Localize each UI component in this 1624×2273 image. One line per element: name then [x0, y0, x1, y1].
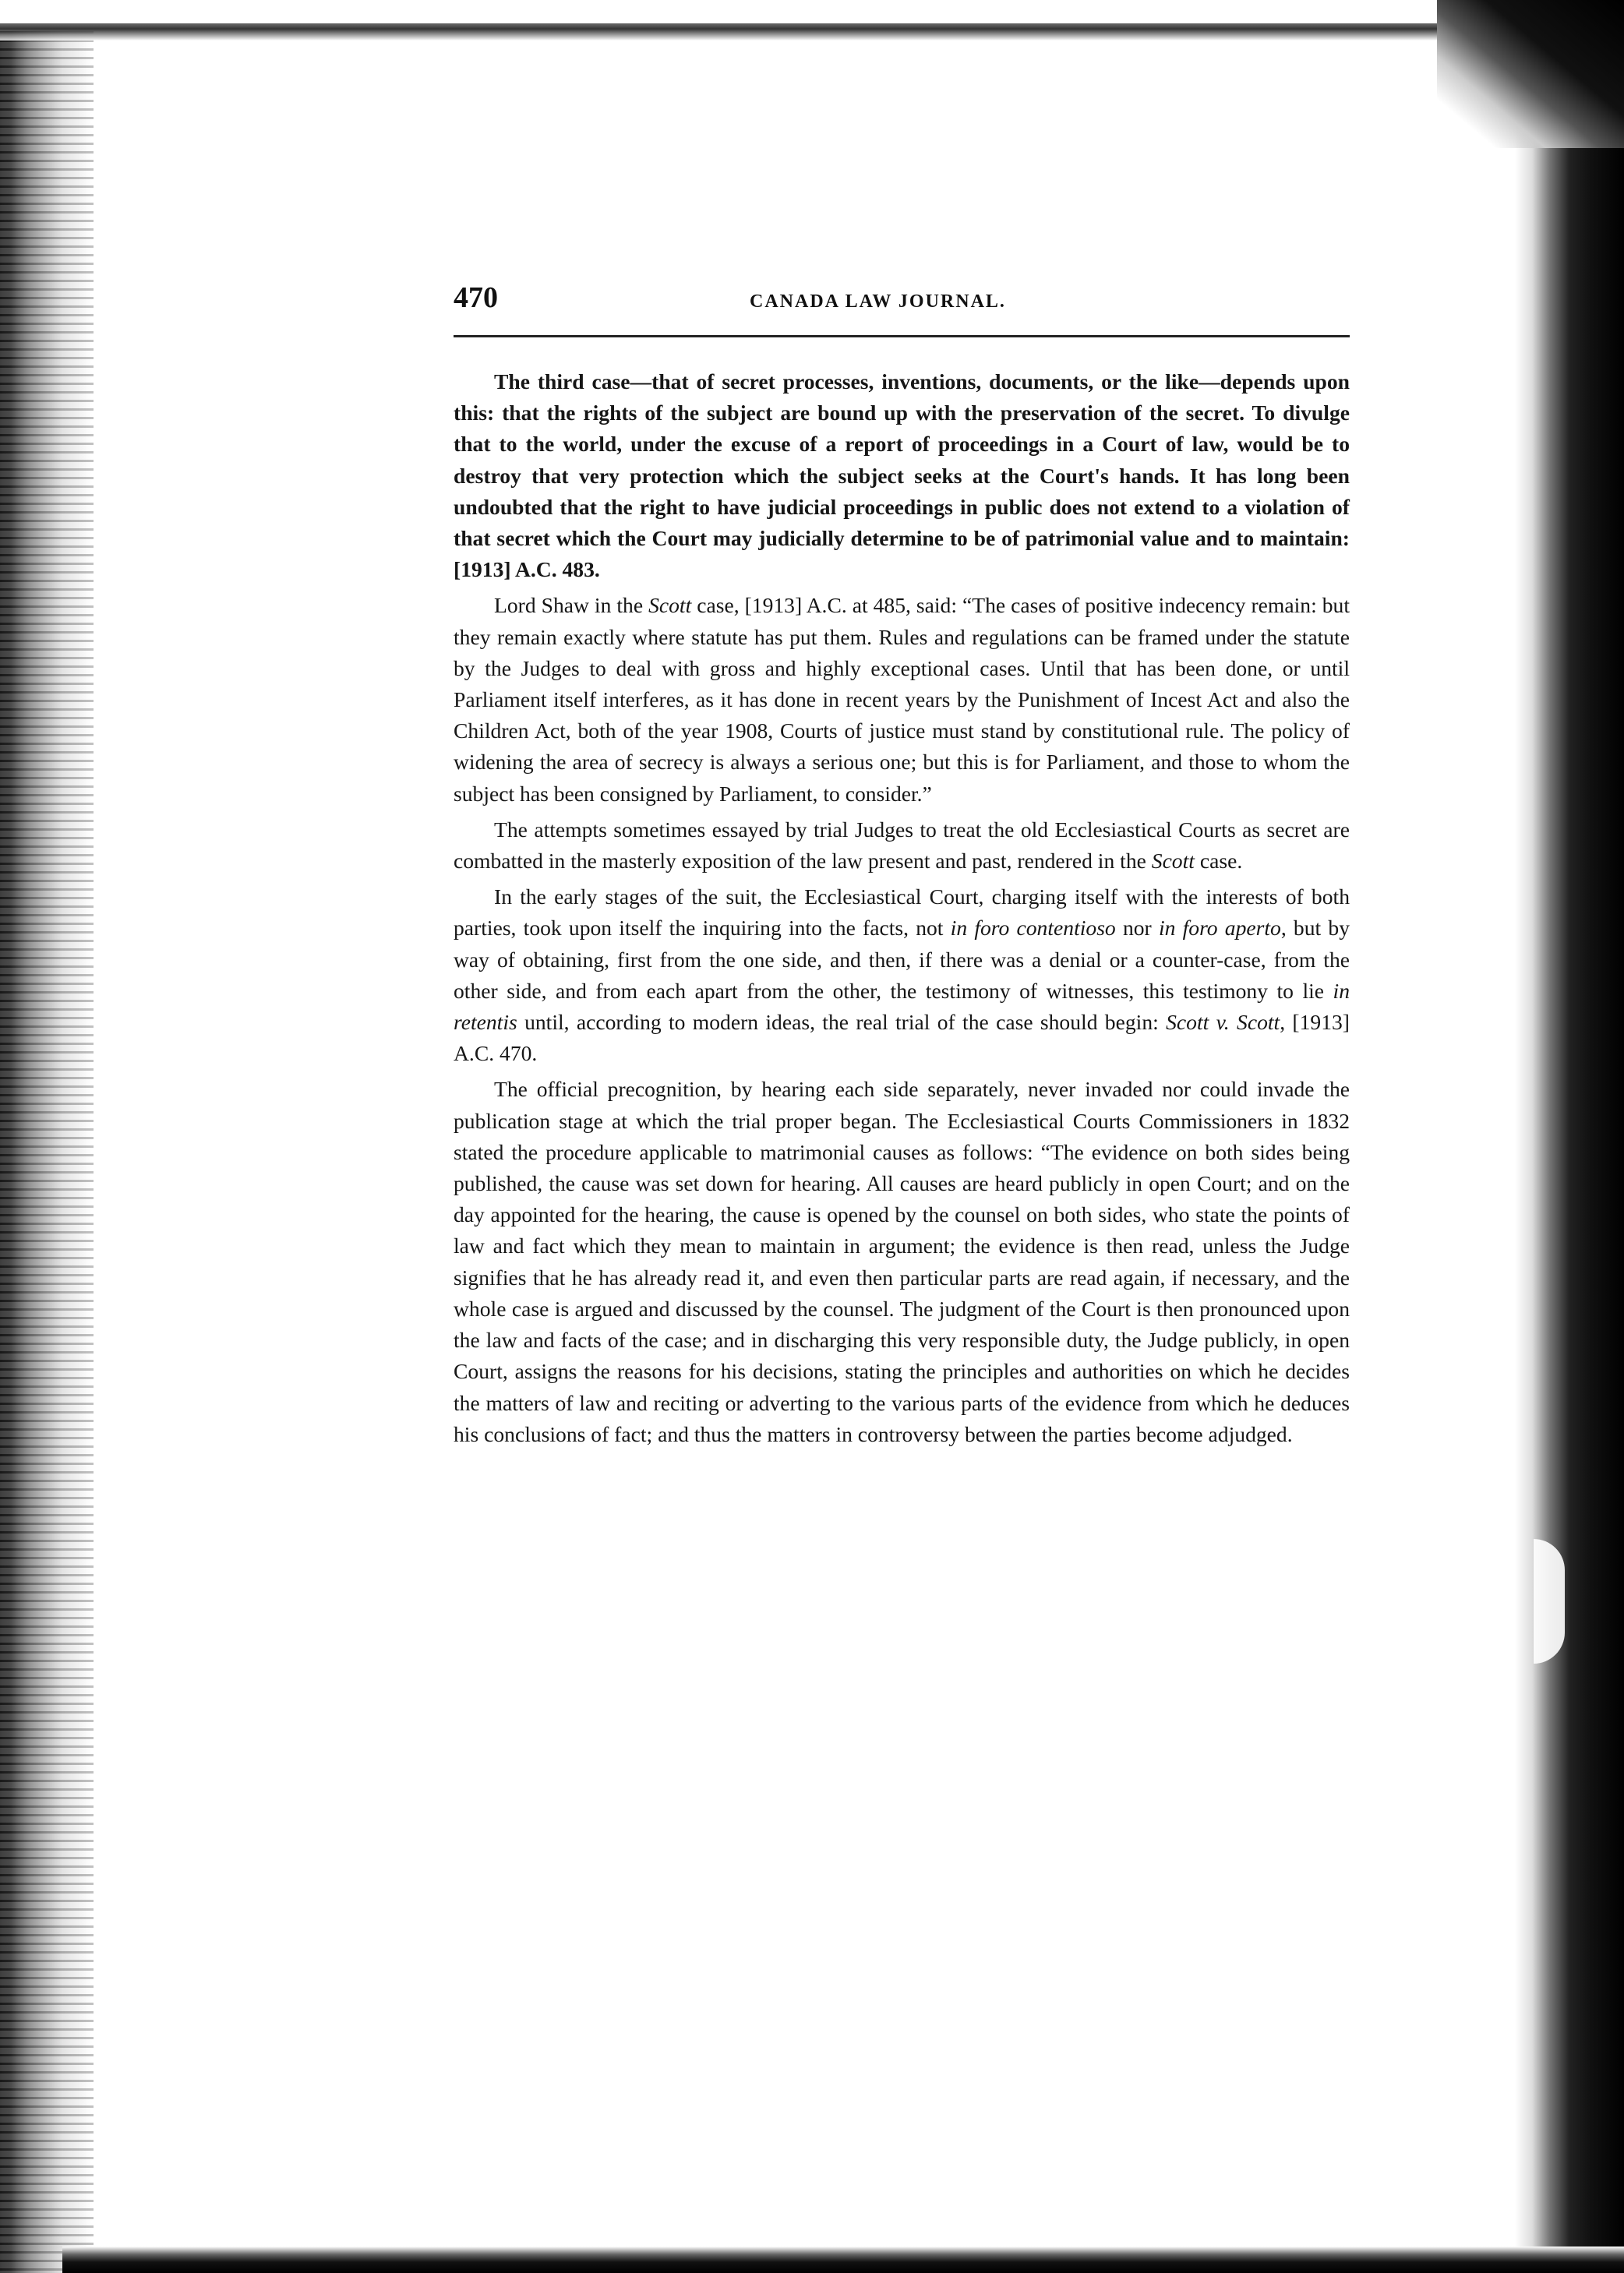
latin-in-foro-aperto: in foro aperto — [1158, 916, 1281, 941]
bottom-page-edge — [62, 2247, 1624, 2273]
early-stages-part-5: , [1913] A.C. 470. — [454, 1010, 1350, 1066]
citation-scott-v-scott: Scott v. Scott — [1166, 1010, 1280, 1035]
paragraph-official-precognition: The official precognition, by hearing each side separately, never invaded nor could invade the publication stage at which the trial proper began. The Ecclesiastical Courts Commissioners in 1832 stated the procedure applicable to matrimonial causes as follows: “The evidence on both sides being published, the cause was set down for hearing. All causes are heard publicly in open Court; and on the day appointed for the hearing, the cause is opened by the counsel on both sides, who state the points of law and fact which they mean to maintain in argument; the evidence is then read, unless the Judge signifies that he has already read it, and even then particular parts are read again, if necessary, and the whole case is argued and discussed by the counsel. The judgment of the Court is then pronounced upon the law and facts of the case; and in discharging this very responsible duty, the Judge publicly, in open Court, assigns the reasons for his decisions, stating the principles and authorities on which he decides the matters of law and reciting or adverting to the various parts of the evidence from which he deduces his conclusions of fact; and thus the matters in controversy between the parties become adjudged. — [454, 1077, 1350, 1446]
journal-title: CANADA LAW JOURNAL. — [750, 291, 1006, 312]
binding-shadow — [0, 31, 94, 2273]
page-number: 470 — [454, 281, 498, 314]
journal-page — [454, 274, 1350, 1446]
top-page-edge — [0, 23, 1520, 41]
right-page-edge — [1492, 0, 1624, 2273]
early-stages-part-2: nor — [1115, 916, 1159, 941]
right-edge-notch — [1534, 1539, 1565, 1664]
paragraph-ecclesiastical-courts — [454, 814, 1350, 877]
early-stages-part-1: In the early stages of the suit, the Ecclesiastical Court, charging itself with the interests of both parties, took upon itself the inquiring into the facts, not — [454, 884, 1350, 941]
case-name-scott: Scott — [648, 593, 692, 618]
early-stages-part-3: , but by way of obtaining, first from the one side, and then, if there was a denial or a counter-case, from the other side, and from each apart from the other, the testimony of witnesses, this testimony to lie — [454, 916, 1350, 1003]
early-stages-part-4: until, according to modern ideas, the real trial of the case should begin: — [517, 1010, 1167, 1035]
latin-in-foro-contentioso: in foro contentioso — [950, 916, 1116, 941]
paragraph-early-stages — [454, 881, 1350, 1069]
latin-in-retentis: in retentis — [454, 978, 1350, 1035]
case-name-scott-2: Scott — [1151, 849, 1195, 874]
paragraph-secret-processes: The third case—that of secret processes, inventions, documents, or the like—depends upon this: that the rights of the subject are bound up with the preservation of the secret. To divulge that to the world, under the excuse of a report of proceedings in a Court of law, would be to destroy that very protection which the subject seeks at the Court's hands. It has long been undoubted that the right to have judicial proceedings in public does not extend to a violation of that secret which the Court may judicially determine to be of patrimonial value and to maintain: [1913] A.C. 483. — [454, 369, 1350, 582]
lord-shaw-lead: Lord Shaw in the — [494, 593, 649, 618]
paragraph-lord-shaw — [454, 590, 1350, 809]
lord-shaw-quote: case, [1913] A.C. at 485, said: “The cases of positive indecency remain: but they remain exactly where statute has put them. Rules and regulations can be framed under the statute by the Judges to deal with gross and highly exceptional cases. Until that has been done, or until Parliament itself interferes, as it has done in recent years by the Punishment of Incest Act and also the Children Act, both of the year 1908, Courts of justice must stand by constitutional rule. The policy of widening the area of secrecy is always a serious one; but this is for Parliament, and those to whom the subject has been consigned by Parliament, to consider.” — [454, 593, 1350, 806]
ecclesiastical-rest: case. — [1194, 849, 1243, 874]
corner-curl — [1437, 0, 1624, 148]
article-body — [454, 366, 1350, 1450]
running-head — [454, 274, 1350, 319]
ecclesiastical-lead: The attempts sometimes essayed by trial Judges to treat the old Ecclesiastical Courts as secret are combatted in the masterly exposition of the law present and past, rendered in the — [454, 817, 1350, 874]
header-rule — [454, 335, 1350, 337]
